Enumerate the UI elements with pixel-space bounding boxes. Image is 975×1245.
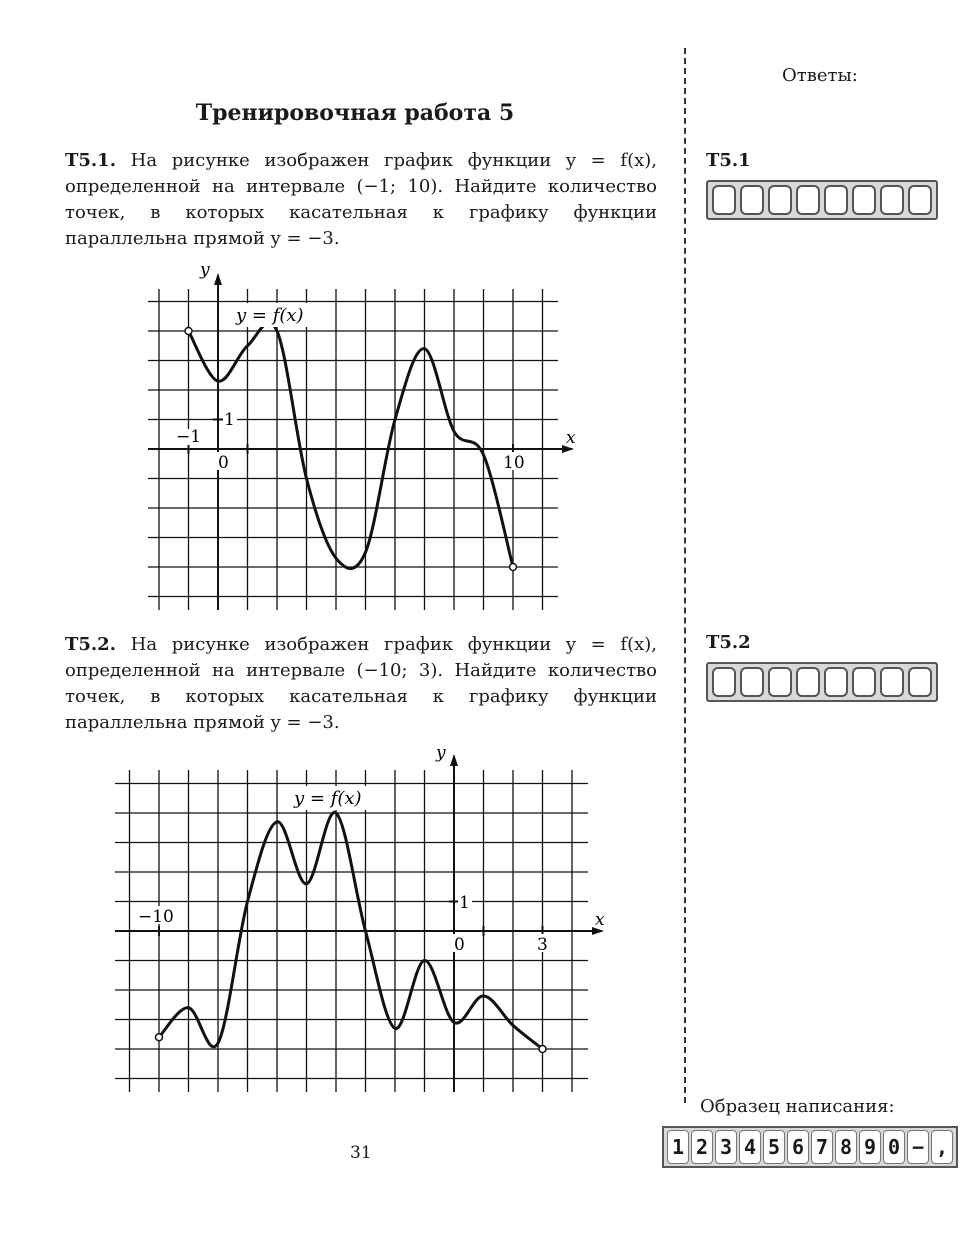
answer-cell[interactable] [740, 667, 764, 697]
page-number: 31 [350, 1143, 372, 1163]
answer-cell[interactable] [880, 667, 904, 697]
sample-character: 2 [691, 1130, 713, 1164]
task-t5-2 [65, 632, 657, 736]
answer-field-t5-1[interactable] [706, 180, 938, 220]
answer-cell[interactable] [796, 667, 820, 697]
sample-character: 3 [715, 1130, 737, 1164]
answer-cell[interactable] [768, 667, 792, 697]
tick-label-y-unit: 1 [459, 893, 470, 913]
sample-character: 5 [763, 1130, 785, 1164]
tick-label-x-pos: 3 [537, 935, 548, 955]
graph-t5-1 [120, 255, 600, 615]
answer-cell[interactable] [712, 185, 736, 215]
y-axis-arrow [214, 273, 222, 285]
x-axis-label: x [595, 910, 605, 930]
answers-title: Ответы: [782, 65, 858, 86]
task-number: T5.2. [65, 634, 116, 655]
sample-character: , [931, 1130, 953, 1164]
answer-cell[interactable] [712, 667, 736, 697]
page-title: Тренировочная работа 5 [195, 100, 515, 126]
tick-label-x-pos: 10 [503, 453, 525, 473]
sample-character: 1 [667, 1130, 689, 1164]
y-axis-label: y [200, 260, 210, 280]
answer-cell[interactable] [908, 185, 932, 215]
answer-cell[interactable] [740, 185, 764, 215]
answer-cell[interactable] [796, 185, 820, 215]
curve-endpoints [156, 1034, 547, 1053]
answer-label-t5-1: T5.1 [706, 150, 751, 171]
task-number: T5.1. [65, 150, 116, 171]
task-t5-1 [65, 148, 657, 252]
answer-cell[interactable] [852, 667, 876, 697]
sample-character: 0 [883, 1130, 905, 1164]
x-axis-label: x [566, 428, 576, 448]
answer-label-t5-2: T5.2 [706, 632, 751, 653]
sample-character: 4 [739, 1130, 761, 1164]
open-endpoint [185, 328, 192, 335]
sample-character: 9 [859, 1130, 881, 1164]
tick-label-origin: 0 [218, 453, 229, 473]
open-endpoint [156, 1034, 163, 1041]
answer-cell[interactable] [824, 667, 848, 697]
answer-field-t5-2[interactable] [706, 662, 938, 702]
y-axis-arrow [450, 754, 458, 766]
function-label: y = f(x) [294, 788, 362, 809]
answer-cell[interactable] [880, 185, 904, 215]
answer-cell[interactable] [852, 185, 876, 215]
sample-character: 8 [835, 1130, 857, 1164]
sample-characters [662, 1126, 958, 1168]
sample-character: 7 [811, 1130, 833, 1164]
answer-cell[interactable] [824, 185, 848, 215]
sample-character: − [907, 1130, 929, 1164]
tick-label-x-neg: −1 [176, 427, 202, 447]
graph-t5-2 [100, 740, 610, 1100]
function-curve [189, 323, 514, 569]
sample-title: Образец написания: [700, 1096, 895, 1117]
task-text: На рисунке изображен график функции y = f(x), определенной на интервале (−1; 10). Найдите количество точек, в которых касательная к графику функции параллельна прямой y = −3. [65, 150, 657, 249]
open-endpoint [539, 1046, 546, 1053]
tick-label-x-neg: −10 [138, 907, 174, 927]
tick-label-y-unit: 1 [224, 410, 235, 430]
sample-character: 6 [787, 1130, 809, 1164]
answer-cell[interactable] [908, 667, 932, 697]
divider-line [684, 48, 686, 1103]
open-endpoint [510, 564, 517, 571]
function-label: y = f(x) [236, 305, 304, 326]
answer-cell[interactable] [768, 185, 792, 215]
y-axis-label: y [436, 743, 446, 763]
task-text: На рисунке изображен график функции y = f(x), определенной на интервале (−10; 3). Найдите количество точек, в которых касательная к графику функции параллельна прямой y = −3. [65, 634, 657, 733]
tick-label-origin: 0 [454, 935, 465, 955]
